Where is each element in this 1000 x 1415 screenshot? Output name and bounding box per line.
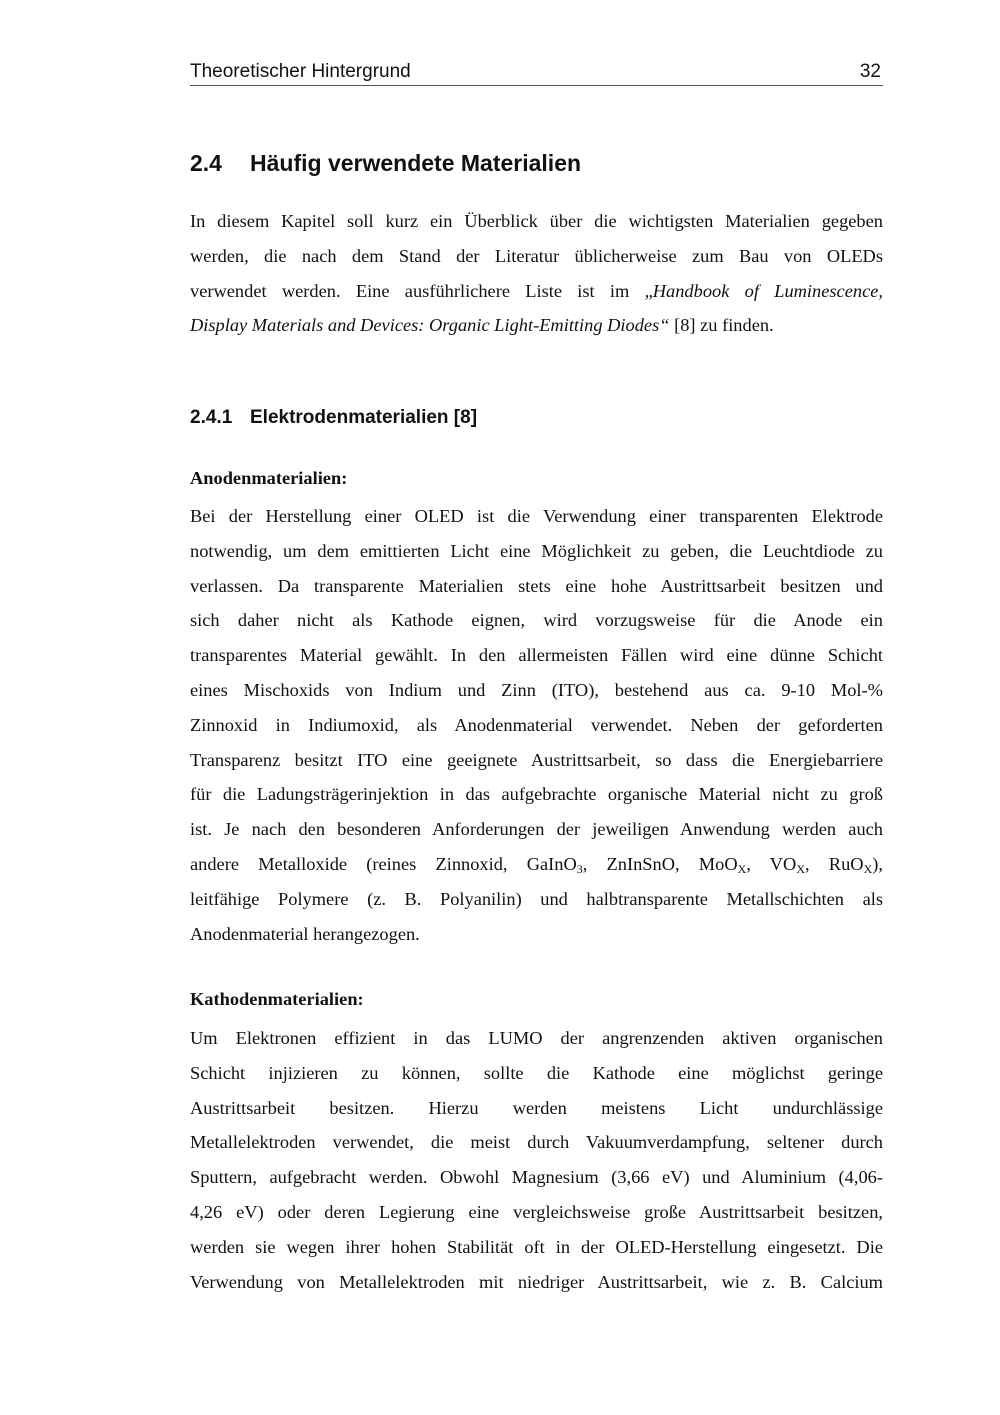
cathode-line: Schicht injizieren zu können, sollte die Kathode eine möglichst geringe [190, 1062, 883, 1083]
subscript: X [737, 861, 747, 876]
anode-line: für die Ladungsträgerinjektion in das aufgebrachte organische Material nicht zu groß [190, 784, 883, 805]
anode-line: notwendig, um dem emittierten Licht eine Möglichkeit zu geben, die Leuchtdiode zu [190, 540, 883, 561]
section-title: Häufig verwendete Materialien [250, 150, 582, 176]
anode-line: Transparenz besitzt ITO eine geeignete Austrittsarbeit, so dass die Energiebarriere [190, 749, 883, 770]
cathode-line: Sputtern, aufgebracht werden. Obwohl Magnesium (3,66 eV) und Aluminium (4,06- [190, 1167, 883, 1188]
subscript: 3 [576, 861, 583, 876]
subsection-title: Elektrodenmaterialien [8] [250, 407, 478, 428]
cathode-line: 4,26 eV) oder deren Legierung eine vergleichsweise große Austrittsarbeit besitzen, [190, 1201, 883, 1222]
section-heading [190, 148, 581, 178]
anode-line [190, 847, 883, 882]
subscript: X [796, 861, 806, 876]
anode-line: transparentes Material gewählt. In den allermeisten Fällen wird eine dünne Schicht [190, 645, 883, 666]
anode-line-text: , VO [746, 853, 797, 874]
running-header [190, 60, 883, 86]
cathode-paragraph [190, 1021, 883, 1299]
book-title-part: Display Materials and Devices: Organic Light-Emitting Diodes“ [190, 315, 670, 336]
cathode-heading: Kathodenmaterialien: [190, 989, 364, 1009]
anode-line: ist. Je nach den besonderen Anforderungen der jeweiligen Anwendung werden auch [190, 819, 883, 840]
anode-line: eines Mischoxids von Indium und Zinn (ITO), bestehend aus ca. 9-10 Mol-% [190, 679, 883, 700]
intro-line [190, 308, 883, 343]
intro-line: In diesem Kapitel soll kurz ein Überblick über die wichtigsten Materialien gegeben [190, 211, 883, 231]
anode-line: Anodenmaterial herangezogen. [190, 923, 420, 944]
page-number: 32 [859, 61, 881, 82]
cathode-line: Verwendung von Metallelektroden mit niedriger Austrittsarbeit, wie z. B. Calcium [190, 1271, 883, 1292]
book-title-part: Handbook of Luminescence, [652, 280, 883, 301]
cathode-line: Metallelektroden verwendet, die meist durch Vakuumverdampfung, seltener durch [190, 1132, 883, 1153]
cathode-line: Austrittsarbeit besitzen. Hierzu werden meistens Licht undurchlässige [190, 1097, 883, 1118]
anode-line-text: ), [872, 853, 883, 874]
cathode-line: werden sie wegen ihrer hohen Stabilität oft in der OLED-Herstellung eingesetzt. Die [190, 1236, 883, 1257]
anode-line: leitfähige Polymere (z. B. Polyanilin) und halbtransparente Metallschichten als [190, 888, 883, 909]
subsection-number: 2.4.1 [190, 407, 233, 428]
subscript: X [863, 861, 873, 876]
cathode-line: Um Elektronen effizient in das LUMO der angrenzenden aktiven organischen [190, 1028, 883, 1048]
intro-line [190, 274, 883, 309]
intro-text: [8] zu finden. [669, 315, 774, 336]
subsection-heading [190, 405, 477, 431]
intro-paragraph [190, 204, 883, 343]
anode-line-text: andere Metalloxide (reines Zinnoxid, GaInO [190, 853, 577, 874]
anode-line-text: , RuO [805, 853, 864, 874]
anode-line: verlassen. Da transparente Materialien stets eine hohe Austrittsarbeit besitzen und [190, 575, 883, 596]
anode-line: sich daher nicht als Kathode eignen, wird vorzugsweise für die Anode ein [190, 610, 883, 631]
intro-text: verwendet werden. Eine ausführlichere Liste ist im „ [190, 280, 653, 301]
anode-line: Bei der Herstellung einer OLED ist die Verwendung einer transparenten Elektrode [190, 506, 883, 526]
anode-line: Zinnoxid in Indiumoxid, als Anodenmaterial verwendet. Neben der geforderten [190, 714, 883, 735]
anode-line-text: , ZnInSnO, MoO [582, 853, 738, 874]
anode-heading: Anodenmaterialien: [190, 468, 348, 488]
section-number: 2.4 [190, 150, 222, 176]
anode-paragraph [190, 499, 883, 951]
running-header-title: Theoretischer Hintergrund [190, 61, 411, 82]
intro-line: werden, die nach dem Stand der Literatur üblicherweise zum Bau von OLEDs [190, 245, 883, 266]
